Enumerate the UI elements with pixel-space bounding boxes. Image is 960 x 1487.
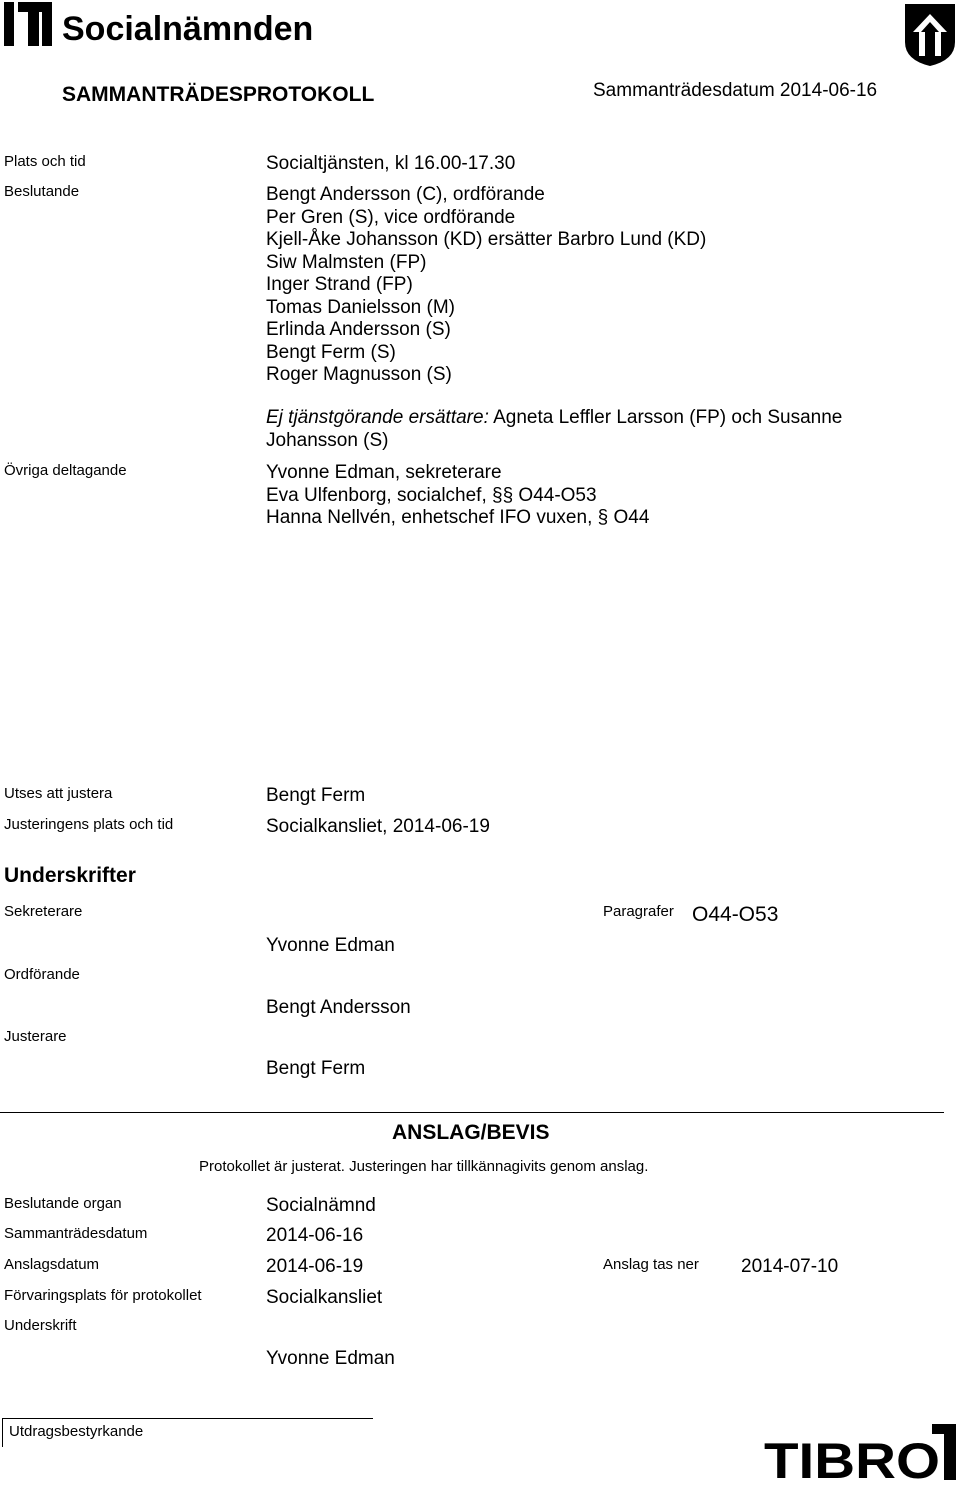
member-item: Kjell-Åke Johansson (KD) ersätter Barbro Lund (KD) <box>266 229 707 250</box>
deciding-body-value: Socialnämnd <box>266 1195 376 1216</box>
section-divider <box>0 1112 944 1113</box>
tibro-logo-text: TIBRO <box>764 1433 940 1482</box>
tibro-logo-icon <box>764 1422 958 1482</box>
chair-label: Ordförande <box>4 966 80 983</box>
adjuster-appointed-value: Bengt Ferm <box>266 785 366 806</box>
adjustment-place-value: Socialkansliet, 2014-06-19 <box>266 816 490 837</box>
paragraphs-label: Paragrafer <box>603 903 674 920</box>
meeting-date-header: Sammanträdesdatum 2014-06-16 <box>593 80 878 101</box>
removal-date-label: Anslag tas ner <box>603 1256 699 1273</box>
removal-date-value: 2014-07-10 <box>741 1256 839 1277</box>
others-item: Eva Ulfenborg, socialchef, §§ O44-O53 <box>266 484 597 506</box>
others-label: Övriga deltagande <box>4 462 127 479</box>
posting-date-value: 2014-06-19 <box>266 1256 364 1277</box>
signatures-title: Underskrifter <box>4 864 136 887</box>
non-serving-prefix: Ej tjänstgörande ersättare: <box>266 407 489 428</box>
coat-of-arms-icon <box>903 2 957 68</box>
notice-title: ANSLAG/BEVIS <box>392 1121 550 1144</box>
deciding-members-list <box>266 184 706 387</box>
non-serving-names: Agneta Leffler Larsson (FP) och Susanne Johansson (S) <box>266 407 843 451</box>
paragraphs-value: O44-O53 <box>692 903 779 926</box>
secretary-label: Sekreterare <box>4 903 83 920</box>
adjuster-name: Bengt Ferm <box>266 1058 366 1079</box>
notice-signature-name: Yvonne Edman <box>266 1348 395 1369</box>
place-time-label: Plats och tid <box>4 153 86 170</box>
page-title: Socialnämnden <box>62 10 314 48</box>
secretary-name: Yvonne Edman <box>266 935 395 956</box>
chair-name: Bengt Andersson <box>266 997 411 1018</box>
notice-signature-label: Underskrift <box>4 1317 77 1334</box>
notice-meeting-date-label: Sammanträdesdatum <box>4 1225 148 1242</box>
notice-meeting-date-value: 2014-06-16 <box>266 1225 364 1246</box>
member-item: Tomas Danielsson (M) <box>266 296 455 318</box>
storage-label: Förvaringsplats för protokollet <box>4 1287 202 1304</box>
adjuster-label: Justerare <box>4 1028 67 1045</box>
member-item: Roger Magnusson (S) <box>266 364 452 385</box>
non-serving-substitutes <box>266 407 906 452</box>
member-item: Bengt Ferm (S) <box>266 341 396 363</box>
others-list <box>266 462 649 530</box>
others-item: Yvonne Edman, sekreterare <box>266 462 502 483</box>
municipality-logo-icon <box>4 2 52 46</box>
member-item: Inger Strand (FP) <box>266 274 413 295</box>
member-item: Per Gren (S), vice ordförande <box>266 206 516 228</box>
extract-certification-label: Utdragsbestyrkande <box>9 1423 144 1440</box>
adjuster-appointed-label: Utses att justera <box>4 785 113 802</box>
posting-date-label: Anslagsdatum <box>4 1256 100 1273</box>
member-item: Erlinda Andersson (S) <box>266 319 451 340</box>
deciding-label: Beslutande <box>4 183 80 200</box>
place-time-value: Socialtjänsten, kl 16.00-17.30 <box>266 153 516 174</box>
member-item: Siw Malmsten (FP) <box>266 251 427 273</box>
adjustment-place-label: Justeringens plats och tid <box>4 816 174 833</box>
storage-value: Socialkansliet <box>266 1287 383 1308</box>
others-item: Hanna Nellvén, enhetschef IFO vuxen, § O44 <box>266 507 650 528</box>
document-type: SAMMANTRÄDESPROTOKOLL <box>62 83 375 106</box>
member-item: Bengt Andersson (C), ordförande <box>266 184 545 205</box>
deciding-body-label: Beslutande organ <box>4 1195 122 1212</box>
notice-note: Protokollet är justerat. Justeringen har tillkännagivits genom anslag. <box>199 1158 649 1175</box>
